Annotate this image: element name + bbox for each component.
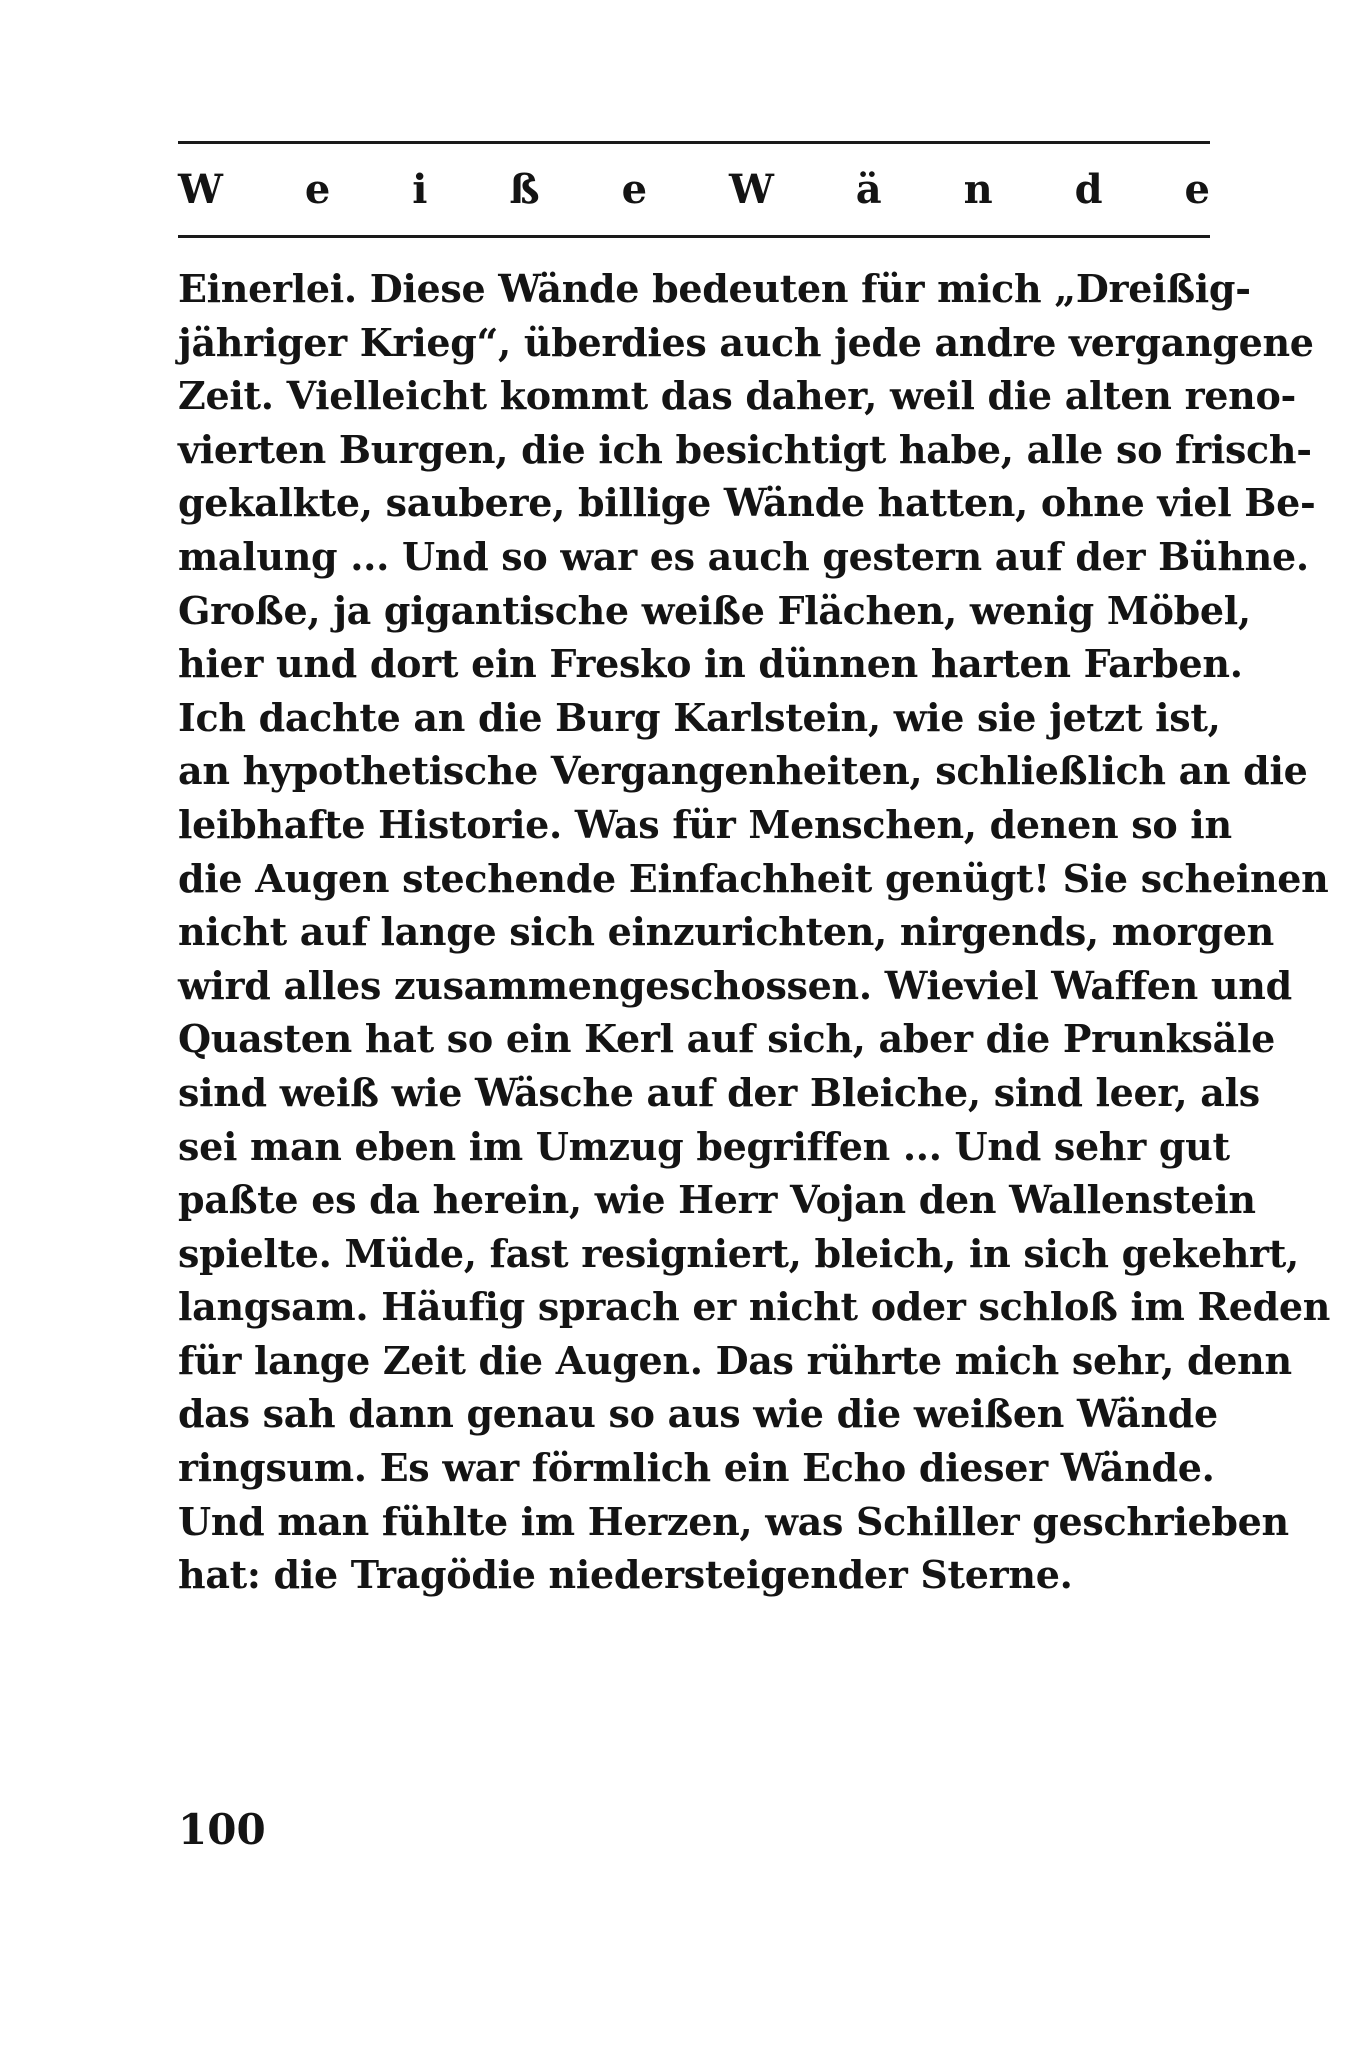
text-line: Ich dachte an die Burg Karlstein, wie sie jetzt ist,: [178, 694, 1221, 740]
running-head-letter: n: [963, 165, 993, 213]
text-line: vierten Burgen, die ich besichtigt habe, alle so frisch-: [178, 426, 1312, 472]
running-head-letter: d: [1074, 165, 1103, 213]
text-line: jähriger Krieg“, überdies auch jede andre vergangene: [178, 319, 1314, 365]
running-head-letter: e: [304, 165, 331, 213]
running-head-letter: e: [621, 165, 648, 213]
body-text: [178, 262, 1331, 1602]
text-line: hier und dort ein Fresko in dünnen harten Farben.: [178, 641, 1243, 687]
text-line: leibhafte Historie. Was für Menschen, denen so in: [178, 801, 1232, 847]
text-line: das sah dann genau so aus wie die weißen Wände: [178, 1391, 1218, 1437]
text-line: spielte. Müde, fast resigniert, bleich, in sich gekehrt,: [178, 1230, 1299, 1276]
text-line: paßte es da herein, wie Herr Vojan den Wallenstein: [178, 1177, 1256, 1223]
text-line: an hypothetische Vergangenheiten, schließlich an die: [178, 748, 1308, 794]
text-line: Zeit. Vielleicht kommt das daher, weil die alten reno-: [178, 373, 1297, 419]
text-line: Und man fühlte im Herzen, was Schiller geschrieben: [178, 1498, 1289, 1544]
text-line: Quasten hat so ein Kerl auf sich, aber die Prunksäle: [178, 1016, 1275, 1062]
running-head-letter: ä: [855, 165, 882, 213]
header-rule-top: [178, 141, 1210, 144]
running-head-letter: W: [728, 165, 774, 213]
page-number: 100: [178, 1805, 266, 1854]
running-head-letter: ß: [509, 165, 540, 213]
text-line: gekalkte, saubere, billige Wände hatten, ohne viel Be-: [178, 480, 1316, 526]
text-line: sei man eben im Umzug begriffen ... Und sehr gut: [178, 1123, 1230, 1169]
running-head-letter: i: [412, 165, 428, 213]
text-line: Einerlei. Diese Wände bedeuten für mich „Dreißig-: [178, 266, 1251, 311]
text-line: die Augen stechende Einfachheit genügt! Sie scheinen: [178, 855, 1329, 901]
text-line: sind weiß wie Wäsche auf der Bleiche, sind leer, als: [178, 1069, 1260, 1115]
text-line: für lange Zeit die Augen. Das rührte mich sehr, denn: [178, 1337, 1292, 1383]
text-line: langsam. Häufig sprach er nicht oder schloß im Reden: [178, 1284, 1331, 1330]
text-line-last: hat: die Tragödie niedersteigender Sterne.: [178, 1552, 1073, 1598]
text-line: wird alles zusammengeschossen. Wieviel Waffen und: [178, 962, 1292, 1008]
text-line: Große, ja gigantische weiße Flächen, wenig Möbel,: [178, 587, 1251, 633]
running-head-letter: W: [178, 165, 223, 213]
text-line: nicht auf lange sich einzurichten, nirgends, morgen: [178, 909, 1274, 955]
header-rule-bottom: [178, 235, 1210, 238]
running-head: [178, 158, 1210, 220]
text-line: ringsum. Es war förmlich ein Echo dieser Wände.: [178, 1445, 1215, 1491]
text-line: malung ... Und so war es auch gestern auf der Bühne.: [178, 533, 1309, 579]
running-head-letter: e: [1184, 165, 1210, 213]
